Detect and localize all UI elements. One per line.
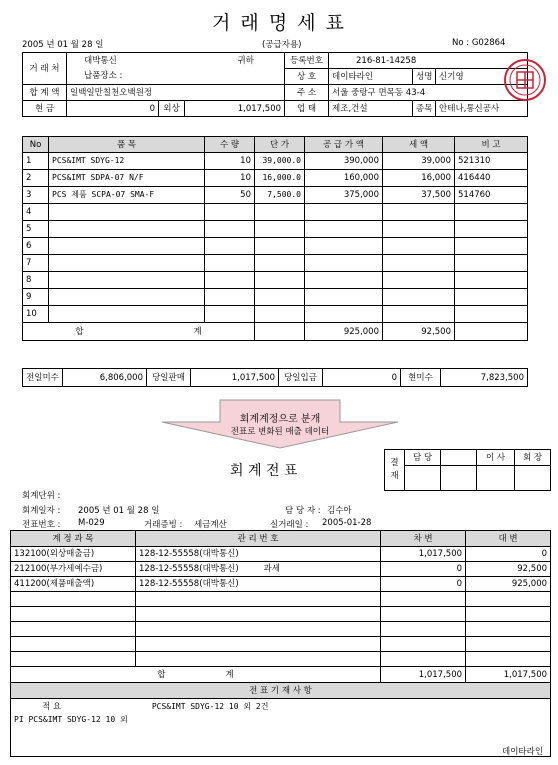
manager-value: 김수아 (327, 506, 352, 516)
balance-table (22, 368, 528, 387)
item-cell: 390,000 (305, 153, 383, 170)
voucher-sum-credit: 1,017,500 (466, 667, 551, 683)
biz-type: 제조,건설 (329, 101, 413, 117)
voucher-cell (466, 622, 551, 637)
item-cell (383, 204, 455, 221)
arrow-title: 회계계정으로 분개 (239, 414, 321, 425)
memo-detail: PI PCS&IMT SDYG-12 10 외 (11, 714, 551, 757)
item-cell (205, 272, 255, 289)
prev-balance-label: 전일미수 (23, 369, 63, 387)
manager-label: 담 당 자 : (285, 506, 321, 516)
items-sum-tax: 92,500 (383, 323, 455, 341)
item-cell: 39,000 (383, 153, 455, 170)
item-cell: 514760 (455, 187, 528, 204)
biz-item: 안테나,통신공사 (436, 101, 528, 117)
voucher-row (11, 637, 551, 652)
item-cell (255, 306, 305, 323)
total-words: 일백일만칠천오백원정 (67, 85, 285, 101)
voucher-sum-debit: 1,017,500 (381, 667, 466, 683)
voucher-cell: 128-12-55558(대박통신) (136, 577, 261, 592)
voucher-cell (136, 622, 261, 637)
item-cell: PCS&IMT SDPA-07 N/F (49, 170, 205, 187)
approval-header-manager: 담 당 (405, 450, 441, 466)
item-cell (49, 221, 205, 238)
address: 서울 중랑구 면목동 43-4 (329, 85, 528, 101)
voucher-cell (466, 637, 551, 652)
item-cell (205, 204, 255, 221)
voucher-cell (11, 592, 136, 607)
item-cell: 39,000.0 (255, 153, 305, 170)
voucher-row (11, 592, 551, 607)
voucher-cell: 212100(부가세예수금) (11, 562, 136, 577)
evidence-value: 세금계산 (194, 520, 227, 530)
buyer-name: 대박통신 (67, 53, 185, 69)
item-cell (383, 255, 455, 272)
items-sum-note (455, 323, 528, 341)
voucher-cell (466, 652, 551, 667)
item-cell (49, 289, 205, 306)
item-cell (305, 306, 383, 323)
voucher-date-label: 회계일자 : (22, 506, 61, 516)
item-row (23, 272, 528, 289)
item-cell: 160,000 (305, 170, 383, 187)
arrow-subtitle: 전표로 변화된 매출 데이터 (230, 427, 330, 437)
voucher-cell: 411200(제품매출액) (11, 577, 136, 592)
voucher-cell: 128-12-55558(대박통신) (136, 562, 261, 577)
unit-label: 회계단위 : (22, 491, 61, 501)
items-sum-label: 합 계 (23, 323, 255, 341)
voucher-table (10, 530, 551, 757)
memo-summary-row: 적 요 PCS&IMT SDYG-12 10 외 2건 (11, 699, 551, 715)
item-cell: 1 (23, 153, 49, 170)
voucher-row (11, 547, 551, 562)
approval-sign-1 (405, 466, 441, 491)
voucher-cell (261, 592, 381, 607)
item-cell (305, 204, 383, 221)
item-cell (305, 255, 383, 272)
voucher-row (11, 607, 551, 622)
item-cell (255, 238, 305, 255)
item-cell: 7 (23, 255, 49, 272)
item-row (23, 153, 528, 170)
voucher-cell: 1,017,500 (381, 547, 466, 562)
voucher-cell (11, 652, 136, 667)
voucher-cell (466, 607, 551, 622)
prev-balance: 6,806,000 (63, 369, 147, 387)
approval-header-blank (441, 450, 477, 466)
item-cell: 16,000.0 (255, 170, 305, 187)
item-cell: 10 (205, 170, 255, 187)
voucher-cell: 0 (466, 547, 551, 562)
item-cell (455, 289, 528, 306)
total-label: 합 계 액 (23, 85, 67, 101)
evidence-label: 거래증빙 : (144, 520, 183, 530)
voucher-row (11, 577, 551, 592)
rep-label: 성명 (413, 69, 436, 85)
item-cell (383, 289, 455, 306)
invoice-date: 2005 년 01 월 28 일 (22, 40, 104, 50)
item-cell: 3 (23, 187, 49, 204)
voucher-no: M-029 (78, 518, 105, 528)
voucher-cell (261, 547, 381, 562)
item-cell (305, 221, 383, 238)
invoice-copy-type: (공급자용) (262, 40, 302, 50)
voucher-no-label: 전표번호 : (22, 520, 61, 530)
address-label: 주 소 (285, 85, 329, 101)
actual-date: 2005-01-28 (322, 518, 372, 528)
rep-name: 신기영 (436, 69, 528, 85)
item-row (23, 238, 528, 255)
voucher-cell (261, 637, 381, 652)
voucher-title: 회 계 전 표 (230, 463, 298, 479)
voucher-row (11, 652, 551, 667)
item-cell (383, 221, 455, 238)
voucher-cell: 0 (381, 577, 466, 592)
approval-table (384, 449, 551, 491)
item-cell: 16,000 (383, 170, 455, 187)
biz-type-label: 업 태 (285, 101, 329, 117)
company-name: 데이타라인 (329, 69, 413, 85)
voucher-cell (381, 652, 466, 667)
voucher-row (11, 562, 551, 577)
reg-no-label: 등록번호 (285, 53, 329, 69)
voucher-cell (11, 637, 136, 652)
voucher-date: 2005 년 01 월 28 일 (78, 506, 160, 516)
voucher-cell: 132100(외상매출금) (11, 547, 136, 562)
buyer-suffix: 귀하 (185, 53, 285, 69)
item-cell: 4 (23, 204, 49, 221)
voucher-row (11, 622, 551, 637)
voucher-sum-label: 합 계 (11, 667, 381, 683)
cash-value: 0 (67, 101, 159, 117)
item-cell (455, 204, 528, 221)
voucher-header-mgmt-no: 관 리 번 호 (136, 531, 381, 547)
voucher-cell (136, 652, 261, 667)
item-cell (383, 238, 455, 255)
item-cell: 50 (205, 187, 255, 204)
invoice-header-table (22, 52, 528, 117)
item-row (23, 255, 528, 272)
item-cell (455, 306, 528, 323)
item-cell (49, 306, 205, 323)
items-header-6: 비 고 (455, 137, 528, 153)
invoice-title: 거 래 명 세 표 (212, 12, 346, 34)
item-cell (305, 238, 383, 255)
voucher-cell (381, 607, 466, 622)
item-cell (255, 255, 305, 272)
item-cell: 8 (23, 272, 49, 289)
approval-sign-4 (515, 466, 551, 491)
item-cell (455, 255, 528, 272)
item-cell: 6 (23, 238, 49, 255)
voucher-header-debit: 차 변 (381, 531, 466, 547)
item-cell (205, 238, 255, 255)
items-header-0: No (23, 137, 49, 153)
items-header-4: 공 급 가 액 (305, 137, 383, 153)
item-cell (205, 289, 255, 306)
voucher-cell (381, 637, 466, 652)
item-cell (205, 255, 255, 272)
approval-label: 결 재 (385, 450, 405, 491)
voucher-cell (261, 577, 381, 592)
voucher-cell (136, 592, 261, 607)
item-cell (305, 272, 383, 289)
voucher-cell: 92,500 (466, 562, 551, 577)
item-cell (205, 306, 255, 323)
item-cell (455, 272, 528, 289)
item-cell: 2 (23, 170, 49, 187)
items-header-3: 단 가 (255, 137, 305, 153)
voucher-cell (11, 622, 136, 637)
items-sum-price (255, 323, 305, 341)
item-cell: 10 (23, 306, 49, 323)
actual-date-label: 실거래일 : (270, 520, 309, 530)
approval-header-director: 이 사 (477, 450, 515, 466)
items-table (22, 136, 528, 341)
today-receipt-label: 당일입금 (279, 369, 323, 387)
voucher-cell: 925,000 (466, 577, 551, 592)
items-header-5: 세 액 (383, 137, 455, 153)
item-cell (205, 221, 255, 238)
voucher-cell (261, 607, 381, 622)
credit-label: 외상 (159, 101, 185, 117)
memo-header: 전 표 기 재 사 항 (11, 683, 551, 699)
item-cell (49, 238, 205, 255)
credit-value: 1,017,500 (185, 101, 285, 117)
voucher-header-account: 계 정 과 목 (11, 531, 136, 547)
item-cell (305, 289, 383, 306)
item-row (23, 187, 528, 204)
cash-label: 현 금 (23, 101, 67, 117)
voucher-cell: 128-12-55558(대박통신) (136, 547, 261, 562)
approval-sign-3 (477, 466, 515, 491)
item-cell (255, 221, 305, 238)
item-row (23, 289, 528, 306)
item-cell (49, 204, 205, 221)
delivery-place: 납품장소 : (67, 69, 285, 85)
item-cell (255, 272, 305, 289)
item-cell: 9 (23, 289, 49, 306)
current-balance-label: 현미수 (401, 369, 441, 387)
today-sales-label: 당일판매 (147, 369, 191, 387)
item-cell (255, 204, 305, 221)
voucher-header-credit: 대 변 (466, 531, 551, 547)
item-row (23, 221, 528, 238)
approval-header-chairman: 회 장 (515, 450, 551, 466)
item-cell (455, 221, 528, 238)
current-balance: 7,823,500 (441, 369, 528, 387)
items-header-1: 품 목 (49, 137, 205, 153)
voucher-cell (136, 607, 261, 622)
reg-no: 216-81-14258 (329, 53, 528, 69)
invoice-number: No : G02864 (452, 38, 506, 48)
company-label: 상 호 (285, 69, 329, 85)
approval-sign-2 (441, 466, 477, 491)
voucher-cell (11, 607, 136, 622)
item-row (23, 170, 528, 187)
item-cell (49, 272, 205, 289)
item-cell (49, 255, 205, 272)
items-header-2: 수 량 (205, 137, 255, 153)
buyer-label: 거 래 처 (23, 53, 67, 85)
item-cell: 5 (23, 221, 49, 238)
item-cell: 10 (205, 153, 255, 170)
voucher-cell (261, 652, 381, 667)
item-cell: PCS&IMT SDYG-12 (49, 153, 205, 170)
biz-item-label: 종목 (413, 101, 436, 117)
today-sales: 1,017,500 (191, 369, 279, 387)
voucher-cell (381, 592, 466, 607)
voucher-cell: 과세 (261, 562, 381, 577)
item-cell: 37,500 (383, 187, 455, 204)
voucher-cell (136, 637, 261, 652)
item-cell (383, 272, 455, 289)
item-cell (455, 238, 528, 255)
item-row (23, 306, 528, 323)
footer-company: 데이타라인 (502, 747, 544, 757)
item-cell: 375,000 (305, 187, 383, 204)
item-row (23, 204, 528, 221)
item-cell: PCS 제품 SCPA-07 SMA-F (49, 187, 205, 204)
item-cell (383, 306, 455, 323)
voucher-cell: 0 (381, 562, 466, 577)
voucher-cell (466, 592, 551, 607)
voucher-cell (261, 622, 381, 637)
items-sum-supply: 925,000 (305, 323, 383, 341)
today-receipt: 0 (323, 369, 401, 387)
company-seal (503, 58, 547, 102)
voucher-cell (381, 622, 466, 637)
item-cell: 521310 (455, 153, 528, 170)
item-cell: 416440 (455, 170, 528, 187)
item-cell: 7,500.0 (255, 187, 305, 204)
item-cell (255, 289, 305, 306)
